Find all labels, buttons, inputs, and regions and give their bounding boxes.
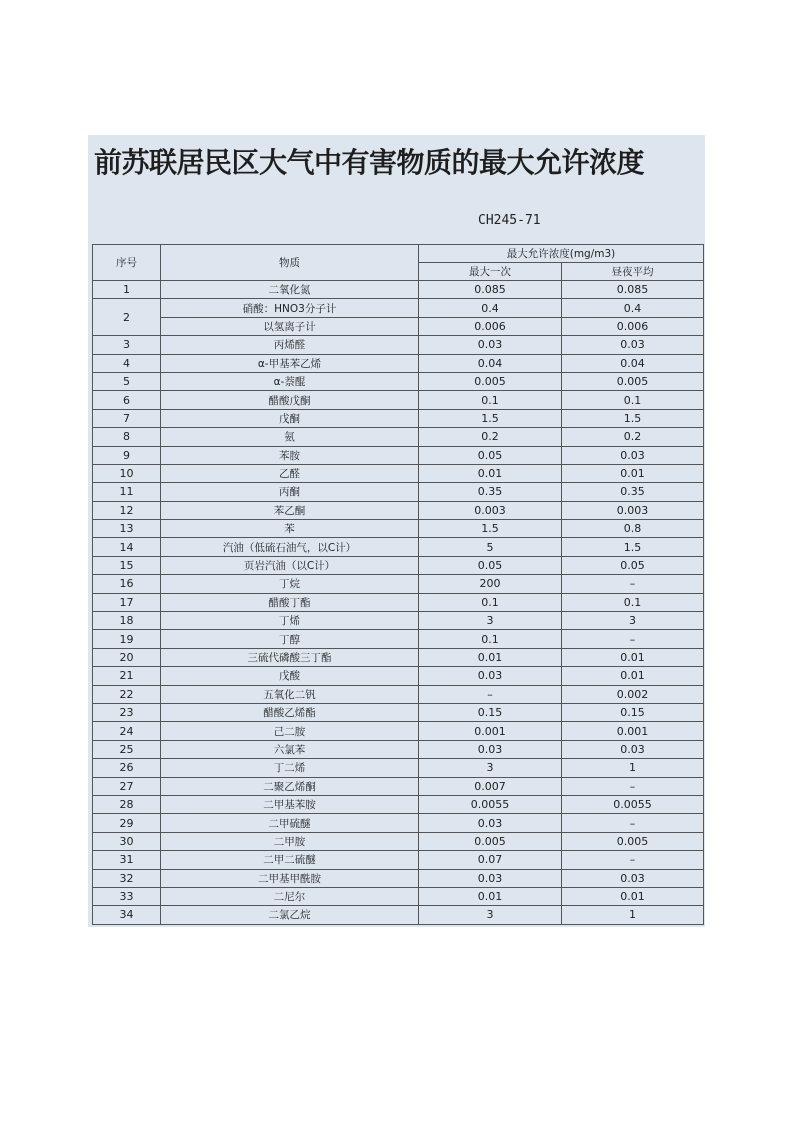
- table-row: [93, 869, 704, 887]
- substance-name: 六氯苯: [161, 740, 419, 758]
- substance-name: α-萘醌: [161, 372, 419, 390]
- max-once-value: 0.2: [419, 428, 562, 446]
- table-row: [93, 446, 704, 464]
- daily-average-value: 0.005: [562, 372, 704, 390]
- max-once-value: 5: [419, 538, 562, 556]
- daily-average-value: –: [562, 777, 704, 795]
- table-row: [93, 832, 704, 850]
- table-row: [93, 391, 704, 409]
- row-number: 21: [93, 667, 161, 685]
- daily-average-value: 0.2: [562, 428, 704, 446]
- row-number: 20: [93, 648, 161, 666]
- table-row: [93, 814, 704, 832]
- daily-average-value: 0.03: [562, 336, 704, 354]
- table-row: [93, 906, 704, 924]
- max-once-value: 0.03: [419, 740, 562, 758]
- table-row: [93, 685, 704, 703]
- max-once-value: –: [419, 685, 562, 703]
- table-row: [93, 612, 704, 630]
- daily-average-value: 0.1: [562, 391, 704, 409]
- table-row: [93, 501, 704, 519]
- substance-name: 丁烯: [161, 612, 419, 630]
- table-row: [93, 777, 704, 795]
- table-row: [93, 520, 704, 538]
- max-once-value: 1.5: [419, 520, 562, 538]
- row-number: 27: [93, 777, 161, 795]
- daily-average-value: 0.005: [562, 832, 704, 850]
- daily-average-value: 0.35: [562, 483, 704, 501]
- table-row: [93, 317, 704, 335]
- max-once-value: 0.15: [419, 703, 562, 721]
- substance-name: 二聚乙烯酮: [161, 777, 419, 795]
- max-once-value: 0.01: [419, 648, 562, 666]
- max-once-value: 0.007: [419, 777, 562, 795]
- max-once-value: 0.001: [419, 722, 562, 740]
- max-once-value: 0.085: [419, 281, 562, 299]
- max-once-value: 0.003: [419, 501, 562, 519]
- max-once-value: 0.0055: [419, 795, 562, 813]
- substance-name: 三硫代磷酸三丁酯: [161, 648, 419, 666]
- substance-name: 五氧化二钒: [161, 685, 419, 703]
- daily-average-value: –: [562, 814, 704, 832]
- daily-average-value: 0.01: [562, 464, 704, 482]
- row-number: 30: [93, 832, 161, 850]
- table-row: [93, 648, 704, 666]
- max-once-value: 3: [419, 759, 562, 777]
- daily-average-value: 0.03: [562, 869, 704, 887]
- substance-name: 二甲二硫醚: [161, 851, 419, 869]
- max-once-value: 0.4: [419, 299, 562, 317]
- max-once-value: 0.1: [419, 593, 562, 611]
- header-no: 序号: [93, 245, 161, 281]
- substance-name: 二甲基甲酰胺: [161, 869, 419, 887]
- daily-average-value: 0.05: [562, 556, 704, 574]
- table-row: [93, 722, 704, 740]
- substance-name: 汽油（低硫石油气，以C计）: [161, 538, 419, 556]
- table-row: [93, 336, 704, 354]
- substance-name: 苯乙酮: [161, 501, 419, 519]
- substance-name: 醋酸丁酯: [161, 593, 419, 611]
- row-number: 25: [93, 740, 161, 758]
- table-row: [93, 354, 704, 372]
- daily-average-value: 1.5: [562, 409, 704, 427]
- row-number: 1: [93, 281, 161, 299]
- standard-code: CH245-71: [478, 213, 541, 228]
- substance-name: 硝酸：HNO3分子计: [161, 299, 419, 317]
- max-once-value: 0.35: [419, 483, 562, 501]
- substance-name: 页岩汽油（以C计）: [161, 556, 419, 574]
- substance-name: 丙酮: [161, 483, 419, 501]
- table-row: [93, 409, 704, 427]
- max-once-value: 0.03: [419, 336, 562, 354]
- table-row: [93, 795, 704, 813]
- document-panel: [88, 135, 705, 927]
- max-once-value: 3: [419, 906, 562, 924]
- table-row: [93, 703, 704, 721]
- substance-name: 乙醛: [161, 464, 419, 482]
- row-number: 10: [93, 464, 161, 482]
- substance-name: 二甲硫醚: [161, 814, 419, 832]
- max-once-value: 3: [419, 612, 562, 630]
- max-once-value: 0.05: [419, 446, 562, 464]
- header-substance: 物质: [161, 245, 419, 281]
- daily-average-value: 0.8: [562, 520, 704, 538]
- table-row: [93, 575, 704, 593]
- daily-average-value: –: [562, 575, 704, 593]
- row-number: 33: [93, 887, 161, 905]
- row-number: 14: [93, 538, 161, 556]
- max-once-value: 0.005: [419, 372, 562, 390]
- substance-name: 醋酸戊酮: [161, 391, 419, 409]
- daily-average-value: 3: [562, 612, 704, 630]
- concentration-table: [92, 244, 704, 925]
- row-number: 6: [93, 391, 161, 409]
- row-number: 12: [93, 501, 161, 519]
- row-number: 8: [93, 428, 161, 446]
- daily-average-value: 0.002: [562, 685, 704, 703]
- daily-average-value: 0.15: [562, 703, 704, 721]
- daily-average-value: 0.01: [562, 648, 704, 666]
- substance-name: 氨: [161, 428, 419, 446]
- max-once-value: 0.03: [419, 814, 562, 832]
- max-once-value: 0.01: [419, 887, 562, 905]
- substance-name: 己二胺: [161, 722, 419, 740]
- row-number: 9: [93, 446, 161, 464]
- header-row: [93, 245, 704, 263]
- substance-name: 以氢离子计: [161, 317, 419, 335]
- row-number: 11: [93, 483, 161, 501]
- substance-name: 丁二烯: [161, 759, 419, 777]
- daily-average-value: 1: [562, 759, 704, 777]
- substance-name: 二氧化氮: [161, 281, 419, 299]
- row-number: 32: [93, 869, 161, 887]
- row-number: 16: [93, 575, 161, 593]
- row-number: 29: [93, 814, 161, 832]
- substance-name: 丁烷: [161, 575, 419, 593]
- max-once-value: 0.006: [419, 317, 562, 335]
- substance-name: 苯胺: [161, 446, 419, 464]
- header-max-conc: 最大允许浓度(mg/m3): [419, 245, 704, 263]
- daily-average-value: 0.4: [562, 299, 704, 317]
- daily-average-value: 1: [562, 906, 704, 924]
- row-number: 17: [93, 593, 161, 611]
- row-number: 13: [93, 520, 161, 538]
- table-row: [93, 556, 704, 574]
- row-number: 2: [93, 299, 161, 336]
- header-daily: 昼夜平均: [562, 263, 704, 281]
- row-number: 5: [93, 372, 161, 390]
- row-number: 23: [93, 703, 161, 721]
- table-row: [93, 299, 704, 317]
- row-number: 34: [93, 906, 161, 924]
- daily-average-value: 0.003: [562, 501, 704, 519]
- table-row: [93, 593, 704, 611]
- row-number: 31: [93, 851, 161, 869]
- table-row: [93, 538, 704, 556]
- table-row: [93, 887, 704, 905]
- max-once-value: 0.01: [419, 464, 562, 482]
- daily-average-value: 1.5: [562, 538, 704, 556]
- daily-average-value: 0.04: [562, 354, 704, 372]
- daily-average-value: 0.085: [562, 281, 704, 299]
- max-once-value: 0.04: [419, 354, 562, 372]
- table-row: [93, 483, 704, 501]
- row-number: 24: [93, 722, 161, 740]
- max-once-value: 0.03: [419, 869, 562, 887]
- daily-average-value: 0.0055: [562, 795, 704, 813]
- substance-name: 二甲基苯胺: [161, 795, 419, 813]
- page-title: 前苏联居民区大气中有害物质的最大允许浓度: [94, 146, 645, 179]
- daily-average-value: 0.001: [562, 722, 704, 740]
- max-once-value: 0.005: [419, 832, 562, 850]
- daily-average-value: 0.01: [562, 887, 704, 905]
- table-row: [93, 281, 704, 299]
- header-once: 最大一次: [419, 263, 562, 281]
- daily-average-value: –: [562, 851, 704, 869]
- row-number: 19: [93, 630, 161, 648]
- substance-name: 丙烯醛: [161, 336, 419, 354]
- row-number: 22: [93, 685, 161, 703]
- row-number: 3: [93, 336, 161, 354]
- table-row: [93, 464, 704, 482]
- max-once-value: 0.07: [419, 851, 562, 869]
- daily-average-value: 0.006: [562, 317, 704, 335]
- table-row: [93, 667, 704, 685]
- substance-name: 醋酸乙烯酯: [161, 703, 419, 721]
- max-once-value: 0.05: [419, 556, 562, 574]
- table-row: [93, 851, 704, 869]
- table-row: [93, 372, 704, 390]
- substance-name: 二甲胺: [161, 832, 419, 850]
- daily-average-value: 0.01: [562, 667, 704, 685]
- table-row: [93, 740, 704, 758]
- substance-name: 二尼尔: [161, 887, 419, 905]
- row-number: 7: [93, 409, 161, 427]
- row-number: 26: [93, 759, 161, 777]
- max-once-value: 200: [419, 575, 562, 593]
- substance-name: 丁醇: [161, 630, 419, 648]
- table-row: [93, 428, 704, 446]
- max-once-value: 0.1: [419, 630, 562, 648]
- row-number: 28: [93, 795, 161, 813]
- table-row: [93, 630, 704, 648]
- daily-average-value: 0.03: [562, 446, 704, 464]
- row-number: 15: [93, 556, 161, 574]
- substance-name: 戊酮: [161, 409, 419, 427]
- substance-name: 苯: [161, 520, 419, 538]
- substance-name: α-甲基苯乙烯: [161, 354, 419, 372]
- daily-average-value: 0.03: [562, 740, 704, 758]
- row-number: 4: [93, 354, 161, 372]
- max-once-value: 0.03: [419, 667, 562, 685]
- table-row: [93, 759, 704, 777]
- daily-average-value: 0.1: [562, 593, 704, 611]
- substance-name: 戊酸: [161, 667, 419, 685]
- daily-average-value: –: [562, 630, 704, 648]
- max-once-value: 1.5: [419, 409, 562, 427]
- max-once-value: 0.1: [419, 391, 562, 409]
- row-number: 18: [93, 612, 161, 630]
- substance-name: 二氯乙烷: [161, 906, 419, 924]
